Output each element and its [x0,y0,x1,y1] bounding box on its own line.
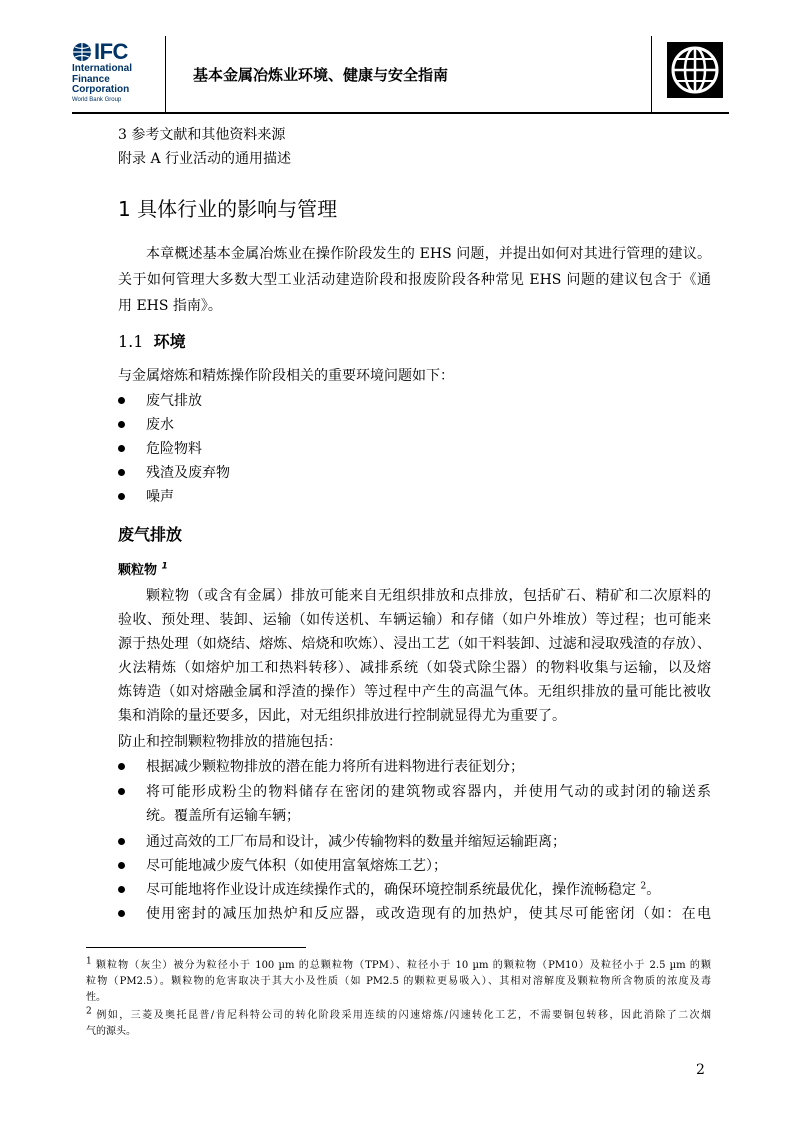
section-1-para-line: 本章概述基本金属冶炼业在操作阶段发生的 EHS 问题，并提出如何对其进行管理的建议。 [146,246,711,262]
list-item: 废水 [146,417,174,433]
footnote-ref: 2 [640,881,647,892]
measure-item: 通过高效的工厂布局和设计，减少传输物料的数量并缩短运输距离； [146,834,566,850]
list-item: 废气排放 [146,393,202,409]
bullet-icon [118,763,125,770]
section-1-heading: 1 具体行业的影响与管理 [118,197,338,221]
bullet-icon [118,862,125,869]
section-1-1-title: 环境 [153,332,186,351]
particulates-heading [118,561,168,581]
measure-item: 尽可能地减少废气体积（如使用富氧熔炼工艺）； [146,858,447,874]
list-item: 残渣及废弃物 [146,465,230,481]
footnote-2 [86,1008,711,1024]
air-emissions-heading: 废气排放 [118,525,183,544]
ifc-line-3: Corporation [72,84,130,95]
header-title: 基本金属冶炼业环境、健康与安全指南 [193,66,449,84]
particulates-heading-text: 颗粒物 [118,563,158,578]
world-bank-logo-icon [667,42,723,98]
toc-line-appendix: 附录 A 行业活动的通用描述 [118,151,292,167]
measure-item: 使用密封的减压加热炉和反应器，或改造现有的加热炉，使其尽可能密闭（如：在电 [146,906,711,922]
footnote-number: 1 [86,956,92,967]
footnote-1-line: 性。 [86,992,106,1003]
page-number: 2 [696,1062,705,1078]
section-1-para-line: 关于如何管理大多数大型工业活动建造阶段和报废阶段各种常见 EHS 问题的建议包含于《通 [118,272,711,288]
bullet-icon [118,397,125,404]
ifc-globe-icon [72,42,92,62]
ifc-sub: World Bank Group [72,96,122,103]
bullet-icon [118,469,125,476]
section-1-1-heading [118,331,186,353]
list-item: 危险物料 [146,441,202,457]
measure-item-tail: 。 [646,882,661,898]
measure-item: 将可能形成粉尘的物料储存在密闭的建筑物或容器内，并使用气动的或封闭的输送系 [146,784,711,800]
ifc-line-2: Finance [72,73,110,85]
measures-intro: 防止和控制颗粒物排放的措施包括： [118,734,342,750]
section-1-1-number: 1.1 [118,332,144,351]
measure-item: 根据减少颗粒物排放的潜在能力将所有进料物进行表征划分； [146,759,524,775]
bullet-icon [118,421,125,428]
toc-line-3: 3 参考文献和其他资料来源 [118,127,286,143]
bullet-icon [118,493,125,500]
footnote-rule [86,947,306,948]
header-divider-right [651,36,652,112]
footnote-text: 颗粒物（灰尘）被分为粒径小于 100 µm 的总颗粒物（TPM）、粒径小于 10 µm 的颗粒物（PM10）及粒径小于 2.5 µm 的颗 [95,960,711,971]
particulates-para-line: 炼铸造（如对熔融金属和浮渣的操作）等过程中产生的高温气体。无组织排放的量可能比被收 [118,684,711,700]
particulates-para-line: 颗粒物（或含有金属）排放可能来自无组织排放和点排放，包括矿石、精矿和二次原料的 [146,588,711,604]
bullet-icon [118,886,125,893]
footnote-1-line: 粒物（PM2.5）。颗粒物的危害取决于其大小及性质（如 PM2.5 的颗粒更易吸入）、其相对溶解度及颗粒物所含物质的浓度及毒 [86,976,711,987]
measure-item-text: 尽可能地将作业设计成连续操作式的，确保环境控制系统最优化，操作流畅稳定 [146,882,641,898]
particulates-para-line: 源于热处理（如烧结、熔炼、焙烧和吹炼）、浸出工艺（如干料装卸、过滤和浸取残渣的存放）、 [118,636,711,652]
section-1-1-intro: 与金属熔炼和精炼操作阶段相关的重要环境问题如下： [118,368,454,384]
particulates-para-line: 验收、预处理、装卸、运输（如传送机、车辆运输）和存储（如户外堆放）等过程；也可能来 [118,612,711,628]
footnote-1 [86,958,711,974]
footnote-text: 例如，三菱及奥托昆普/肯尼科特公司的转化阶段采用连续的闪速熔炼/闪速转化工艺，不需要铜包转移，因此消除了二次烟 [96,1010,711,1021]
particulates-para-line: 火法精炼（如熔炉加工和热料转移）、减排系统（如袋式除尘器）的物料收集与运输，以及熔 [118,660,711,676]
bullet-icon [118,838,125,845]
footnote-2-line: 气的源头。 [86,1026,136,1037]
ifc-mark-text: IFC [94,39,128,64]
particulates-para-line: 集和消除的量还要多，因此，对无组织排放进行控制就显得尤为重要了。 [118,708,566,724]
bullet-icon [118,910,125,917]
ifc-logo [72,40,147,110]
footnote-ref: 1 [161,561,168,572]
header-divider-left [165,36,166,112]
measure-item [146,877,660,903]
header-rule [72,112,729,114]
list-item: 噪声 [146,489,174,505]
footnote-number: 2 [86,1006,92,1017]
section-1-para-line: 用 EHS 指南》。 [118,298,222,314]
measure-item-cont: 统。覆盖所有运输车辆； [146,808,300,824]
bullet-icon [118,788,125,795]
ifc-line-1: International [72,63,133,74]
bullet-icon [118,445,125,452]
